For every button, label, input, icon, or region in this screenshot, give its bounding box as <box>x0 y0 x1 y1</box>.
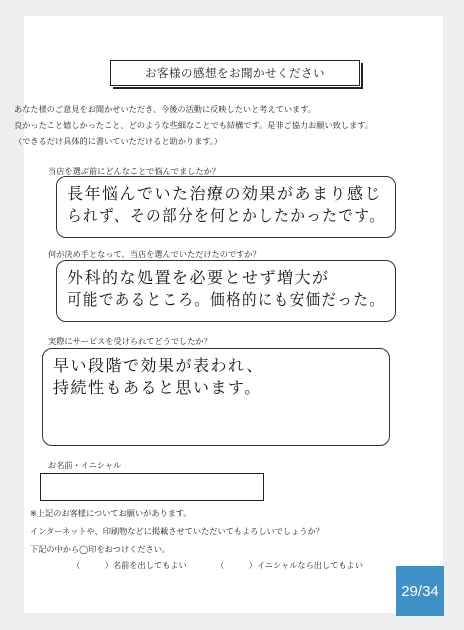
name-label: お名前・イニシャル <box>48 460 122 470</box>
intro-line-2: 良かったこと嬉しかったこと、どのような些細なことでも結構です。是非ご協力お願い致します。 <box>14 120 373 130</box>
intro-line-1: あなた様のご意見をお聞かせいただき、今後の活動に反映したいと考えています。 <box>14 104 316 114</box>
answer-1-line-2: られず、その部分を何とかしたかったです。 <box>67 206 386 225</box>
question-1-label: 当店を選ぶ前にどんなことで悩んでましたか？ <box>48 166 220 176</box>
answer-3-line-2: 持続性もあると思います。 <box>53 378 262 397</box>
question-2-label: 何が決め手となって、当店を選んでいただけたのですか？ <box>48 249 261 259</box>
question-3-label: 実際にサービスを受けられてどうでしたか？ <box>48 336 212 346</box>
footer-line-3: 下記の中から◯印をおつけください。 <box>30 544 171 554</box>
survey-title <box>110 60 360 86</box>
name-field[interactable] <box>40 473 264 501</box>
answer-2-box <box>56 260 396 322</box>
answer-1-box <box>56 176 396 238</box>
page-indicator-text: 29/34 <box>401 582 439 600</box>
intro-line-3: （できるだけ具体的に書いていただけると助かります。） <box>14 136 223 146</box>
survey-title-text: お客様の感想をお聞かせください <box>145 66 325 80</box>
page-indicator-badge <box>396 566 444 616</box>
choice-initial-ok[interactable]: （ ）イニシャルなら出してもよい <box>216 560 363 570</box>
answer-1-line-1: 長年悩んでいた治療の効果があまり感じ <box>67 184 383 203</box>
footer-line-1: ※上記のお客様についてお願いがあります。 <box>30 508 192 518</box>
answer-3-box <box>42 348 390 446</box>
choice-name-ok[interactable]: （ ）名前を出してもよい <box>72 560 187 570</box>
footer-line-2: インターネットや、印刷物などに掲載させていただいてもよろしいでしょうか？ <box>30 526 324 536</box>
answer-2-line-2: 可能であるところ。価格的にも安価だった。 <box>67 290 386 309</box>
answer-3-line-1: 早い段階で効果が表われ、 <box>53 356 264 375</box>
answer-2-line-1: 外科的な処置を必要とせず増大が <box>67 268 330 287</box>
